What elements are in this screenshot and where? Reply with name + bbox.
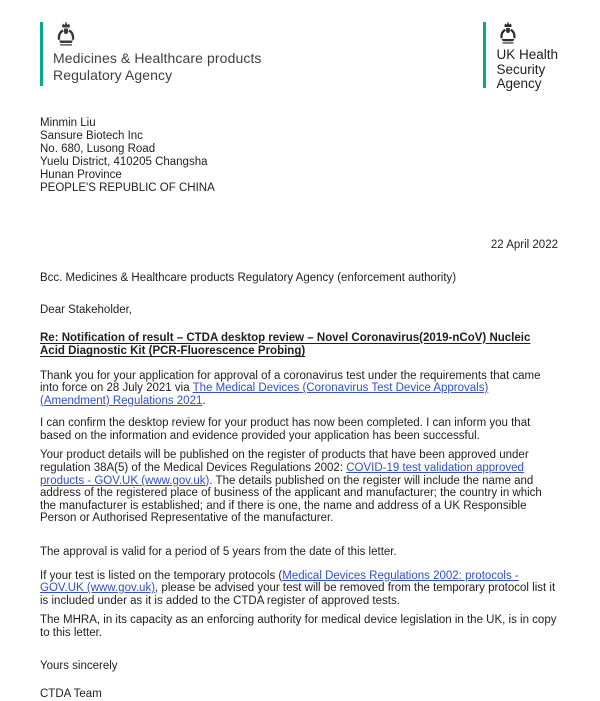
mhra-logo-line1: Medicines & Healthcare products	[53, 50, 262, 66]
text-run: Thank you for your application for approval of a coronavirus test under the requirements that came into force on 28 July 2021 via	[40, 369, 541, 395]
mhra-logo-line2: Regulatory Agency	[53, 66, 173, 83]
mhra-logo	[40, 22, 262, 86]
body-paragraph-1	[40, 370, 558, 408]
mhra-logo-accent-bar	[40, 22, 43, 86]
text-run: The MHRA, in its capacity as an enforcing authority for medical device legislation in the UK, is in copy to this letter.	[40, 614, 557, 639]
link-covid19-test-validation-approved-products[interactable]: COVID-19 test validation approved products - GOV.UK (www.gov.uk)	[40, 462, 524, 487]
text-run: I can confirm the desktop review for your product has now been completed. I can inform you that based on the information and evidence provided your application has been successful.	[40, 417, 531, 442]
salutation: Dear Stakeholder,	[40, 303, 133, 316]
text-run: .	[202, 394, 206, 407]
text-run: The approval is valid for a period of 5 years from the date of this letter.	[40, 546, 397, 559]
text-run: . The details published on the register will include the name and address of the registered place of business of the applicant and manufacturer; the country in which the manufacturer is established; and if there is one, the name and address of a UK Responsible Person or Authorised Representative of the manufacturer.	[40, 474, 542, 525]
royal-crest-icon	[496, 22, 558, 44]
recipient-country: PEOPLE'S REPUBLIC OF CHINA	[40, 181, 215, 194]
text-run: If your test is listed on the temporary protocols (	[40, 569, 283, 582]
royal-crest-icon	[53, 22, 262, 46]
letter-date: 22 April 2022	[490, 238, 558, 251]
ukhsa-logo-line2: Security	[496, 61, 546, 77]
valediction: Yours sincerely	[40, 659, 118, 672]
mhra-logo-body	[53, 22, 262, 86]
ukhsa-logo-accent-bar	[483, 22, 486, 88]
ukhsa-logo-body	[496, 22, 558, 92]
ukhsa-logo-line1: UK Health	[496, 47, 558, 62]
bcc-line: Bcc. Medicines & Healthcare products Regulatory Agency (enforcement authority)	[40, 271, 457, 284]
body-paragraph-3	[40, 449, 558, 525]
text-run: , please be advised your test will be removed from the temporary protocol list it is included under as it is added to the CTDA register of approved tests.	[40, 582, 556, 607]
body-paragraph-4	[40, 546, 558, 559]
text-run: Your product details will be published on the register of products that have been approved under regulation 38A(5) of the Medical Devices Regulations 2002:	[40, 449, 529, 475]
ukhsa-logo	[483, 22, 558, 92]
body-paragraph-2	[40, 417, 558, 442]
recipient-address	[40, 117, 558, 195]
recipient-province: Hunan Province	[40, 168, 122, 181]
body-paragraph-5	[40, 570, 558, 608]
mhra-logo-text	[53, 50, 262, 83]
signature: CTDA Team	[40, 687, 102, 700]
recipient-company: Sansure Biotech Inc	[40, 129, 143, 142]
recipient-street: No. 680, Lusong Road	[40, 142, 156, 155]
recipient-name: Minmin Liu	[40, 116, 96, 129]
ukhsa-logo-text	[496, 48, 558, 92]
body-paragraph-6	[40, 614, 558, 639]
link-coronavirus-test-device-approvals-regulations[interactable]: The Medical Devices (Coronavirus Test Device Approvals) (Amendment) Regulations 2021	[40, 382, 489, 407]
recipient-district: Yuelu District, 410205 Changsha	[40, 155, 208, 168]
letterhead	[40, 22, 558, 92]
ukhsa-logo-line3: Agency	[496, 76, 542, 91]
link-medical-devices-regulations-2002-protocols[interactable]: Medical Devices Regulations 2002: protocols - GOV.UK (www.gov.uk)	[40, 569, 519, 595]
subject-line: Re: Notification of result – CTDA desktop review – Novel Coronavirus(2019-nCoV) Nucleic Acid Diagnostic Kit (PCR-Fluorescence Probing)	[40, 331, 531, 357]
